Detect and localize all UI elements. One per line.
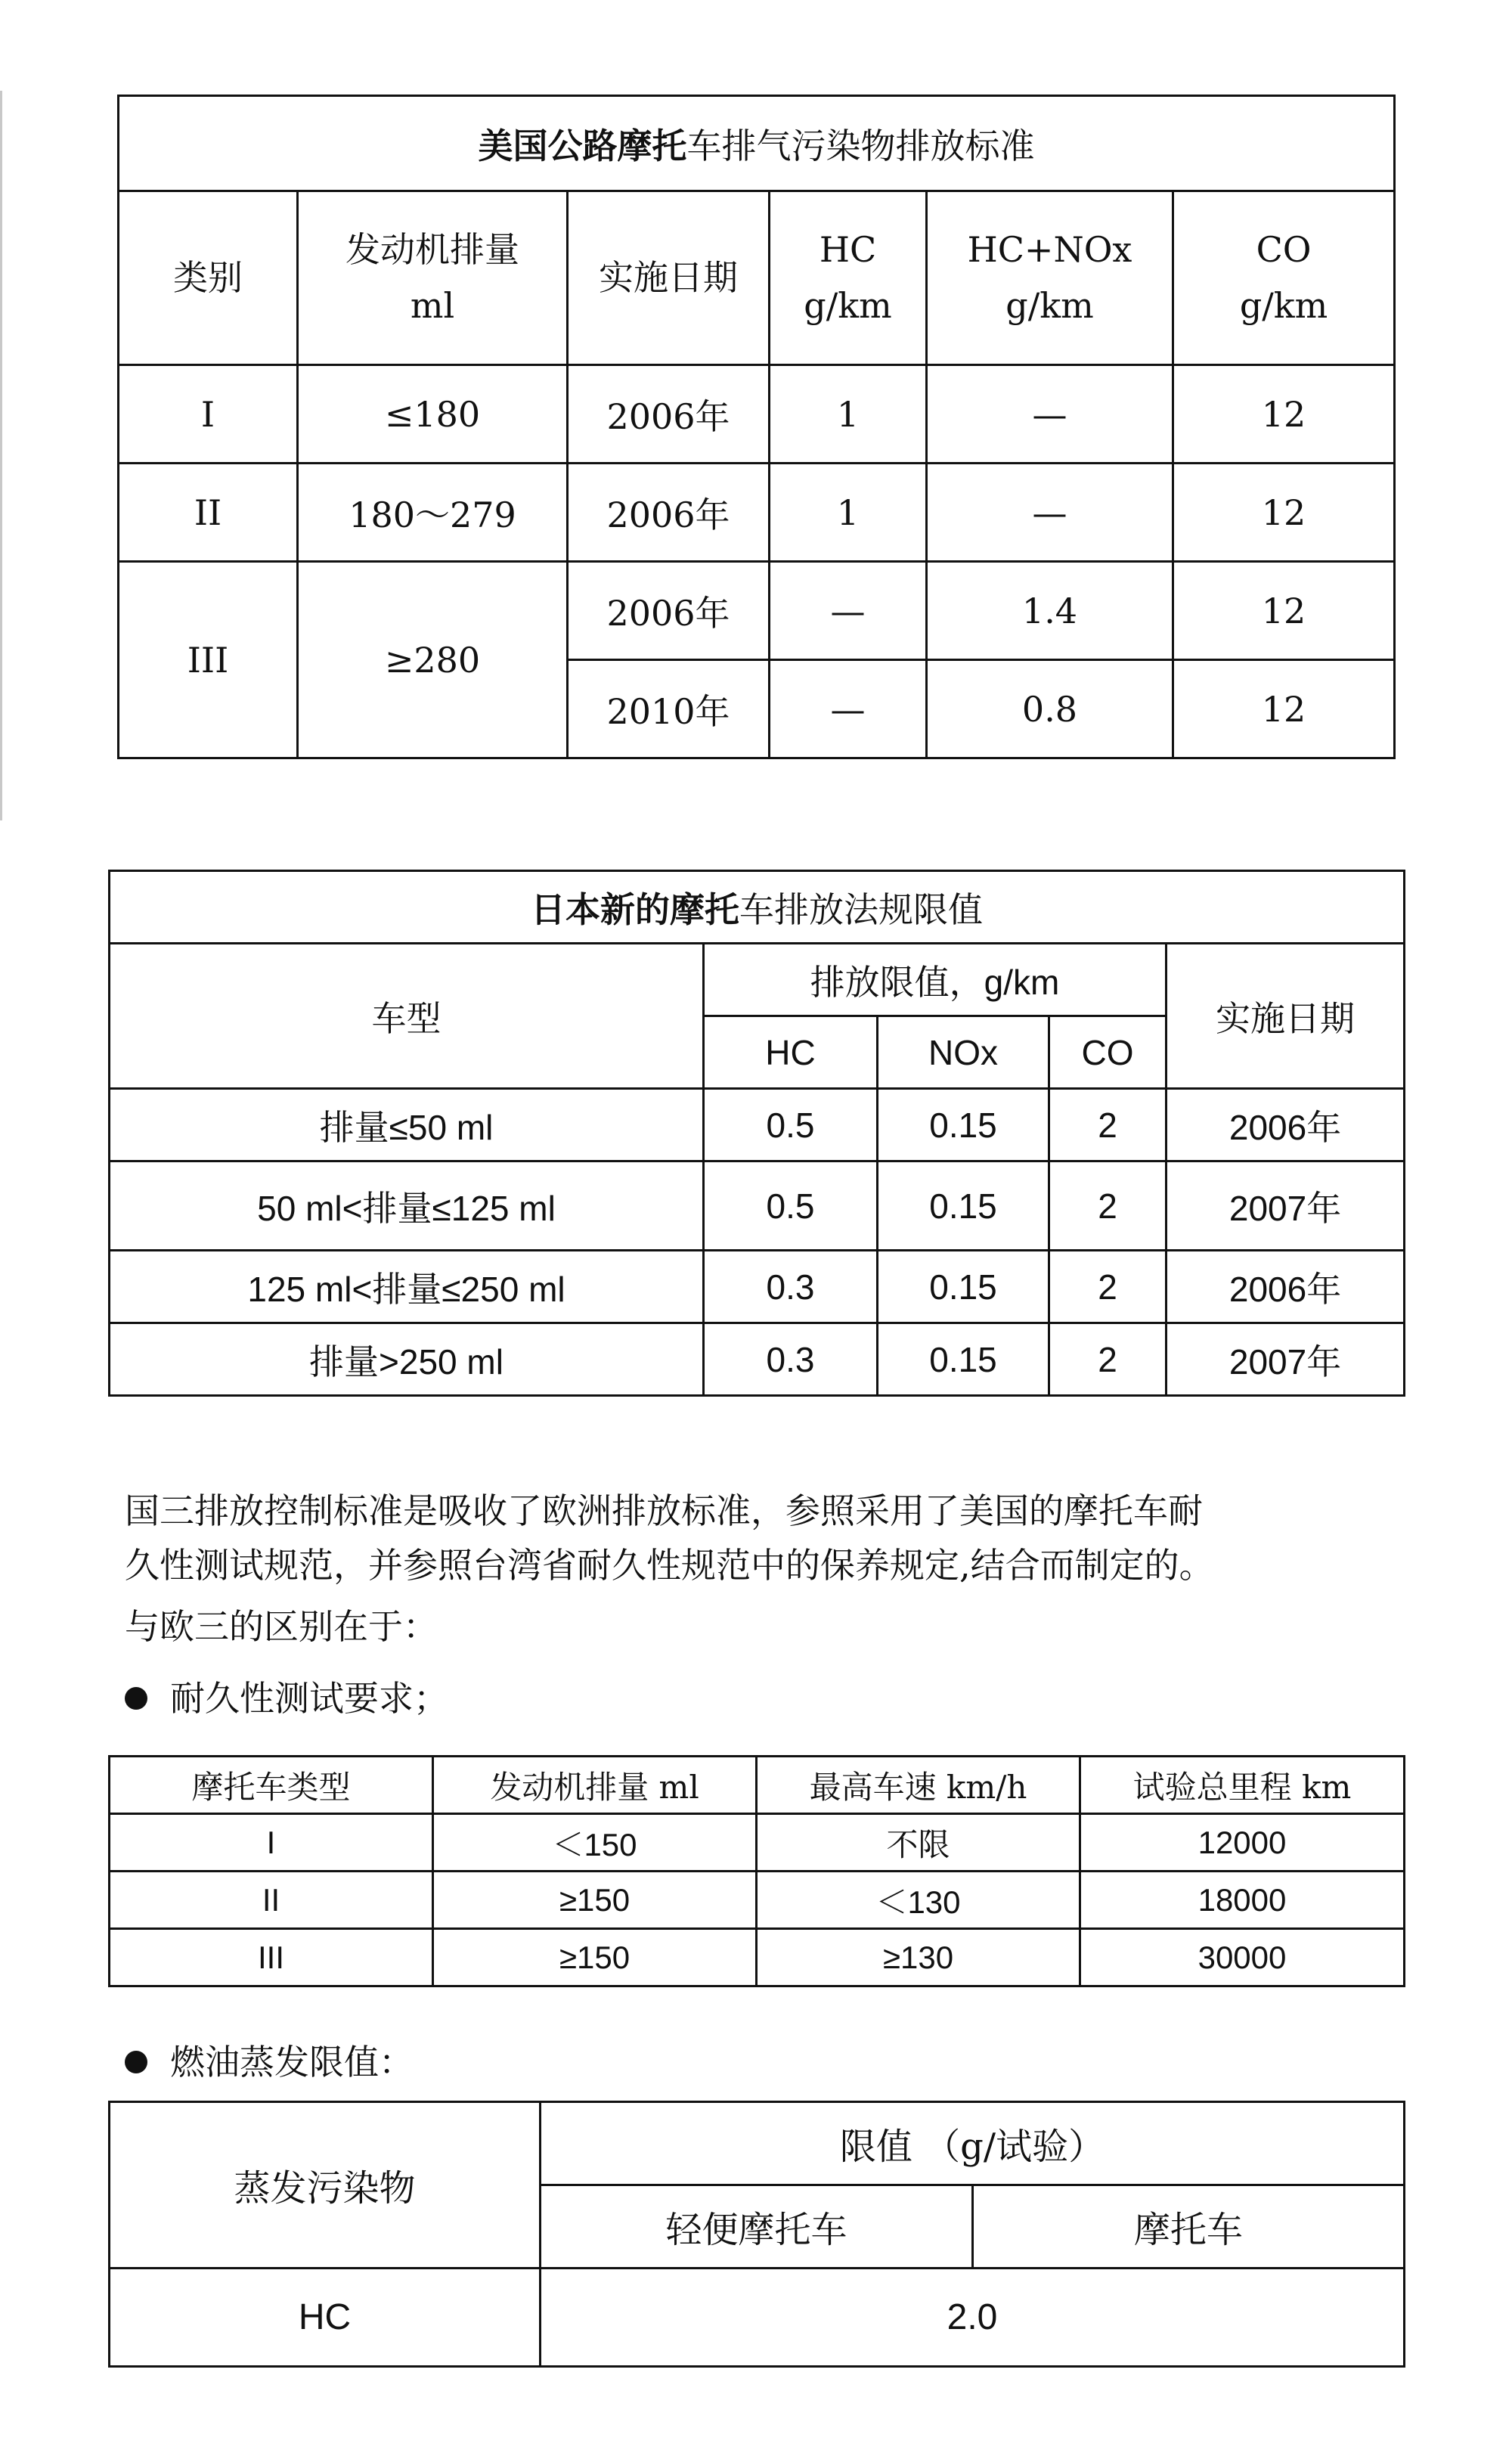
cell-nox: 0.15 [878,1089,1049,1161]
table-row [110,1251,1405,1323]
bullet-text: 耐久性测试要求； [170,1678,448,1719]
table-row [119,365,1395,464]
table-row [110,1323,1405,1396]
cell-date: 2010年 [568,660,770,758]
durability-table [108,1755,1405,1987]
cell-type: II [110,1872,433,1929]
cell-category: II [119,464,298,562]
cell-hc: 0.3 [704,1251,878,1323]
header-co: CO [1049,1016,1167,1089]
header-category: 类别 [119,191,298,365]
cell-hcnox: 0.8 [927,660,1173,758]
header-hc: HC [704,1016,878,1089]
cell-mileage: 12000 [1080,1814,1405,1872]
cell-category: I [119,365,298,464]
table-row [119,464,1395,562]
body-paragraph [125,1484,1410,1592]
bullet-dot-icon [125,1687,147,1710]
cell-displacement: 180～279 [298,464,568,562]
us-table-title-rest: 车排气污染物排放标准 [686,125,1035,166]
header-limit: 限值 （g/试验） [541,2102,1405,2185]
cell-speed: ＜130 [757,1872,1080,1929]
header-date: 实施日期 [1167,944,1405,1089]
cell-hc: 1 [770,464,927,562]
cell-speed: 不限 [757,1814,1080,1872]
paragraph-line: 国三排放控制标准是吸收了欧洲排放标准，参照采用了美国的摩托车耐 [125,1490,1203,1531]
paragraph-line: 久性测试规范，并参照台湾省耐久性规范中的保养规定,结合而制定的。 [125,1545,1214,1586]
cell-hc: — [770,660,927,758]
cell-mileage: 30000 [1080,1929,1405,1986]
header-moto: 摩托车 [973,2185,1405,2269]
cell-hcnox: — [927,365,1173,464]
cell-displacement: ≥150 [433,1929,757,1986]
jp-table-title-rest: 车排放法规限值 [739,889,984,929]
header-light-moto: 轻便摩托车 [541,2185,973,2269]
cell-hc: 0.5 [704,1089,878,1161]
jp-table-title [110,871,1405,944]
header-pollutant: 蒸发污染物 [110,2102,541,2269]
cell-hc: 1 [770,365,927,464]
cell-date: 2006年 [568,562,770,660]
header-co-line1: CO [1256,228,1312,270]
cell-type: III [110,1929,433,1986]
header-total-mileage: 试验总里程 km [1080,1757,1405,1814]
bullet-text: 燃油蒸发限值： [170,2042,414,2082]
bullet-evaporation [125,2039,414,2085]
cell-displacement: ≤180 [298,365,568,464]
cell-nox: 0.15 [878,1161,1049,1251]
cell-hc: — [770,562,927,660]
cell-limit-value: 2.0 [541,2269,1405,2367]
header-moto-type: 摩托车类型 [110,1757,433,1814]
cell-co: 2 [1049,1251,1167,1323]
cell-displacement: ＜150 [433,1814,757,1872]
cell-mileage: 18000 [1080,1872,1405,1929]
header-max-speed: 最高车速 km/h [757,1757,1080,1814]
cell-type: 125 ml<排量≤250 ml [110,1251,704,1323]
cell-pollutant: HC [110,2269,541,2367]
jp-table-title-bold: 日本新的摩托 [531,889,740,929]
cell-speed: ≥130 [757,1929,1080,1986]
cell-co: 2 [1049,1323,1167,1396]
cell-co: 2 [1049,1089,1167,1161]
table-row [110,1929,1405,1986]
header-nox: NOx [878,1016,1049,1089]
cell-co: 12 [1173,365,1395,464]
cell-type: I [110,1814,433,1872]
us-table-title-bold: 美国公路摩托 [478,125,687,166]
table-row [110,2269,1405,2367]
difference-intro: 与欧三的区别在于： [125,1606,438,1647]
header-hc [770,191,927,365]
jp-emission-table [108,870,1405,1397]
cell-hcnox: 1.4 [927,562,1173,660]
table-row [110,1814,1405,1872]
cell-hcnox: — [927,464,1173,562]
cell-displacement: ≥280 [298,562,568,758]
table-row [110,1872,1405,1929]
header-row [110,1757,1405,1814]
cell-nox: 0.15 [878,1251,1049,1323]
cell-co: 2 [1049,1161,1167,1251]
cell-date: 2006年 [1167,1089,1405,1161]
page-edge-mark [0,91,2,820]
header-row [110,2102,1405,2185]
cell-hc: 0.3 [704,1323,878,1396]
evaporation-table [108,2101,1405,2368]
header-displacement-line1: 发动机排量 [345,228,519,270]
header-date: 实施日期 [568,191,770,365]
cell-category: III [119,562,298,758]
us-emission-table [117,95,1396,759]
cell-date: 2006年 [568,365,770,464]
header-hcnox [927,191,1173,365]
header-row [119,191,1395,365]
cell-co: 12 [1173,660,1395,758]
cell-date: 2007年 [1167,1323,1405,1396]
cell-co: 12 [1173,464,1395,562]
header-co-line2: g/km [1239,284,1328,326]
cell-date: 2007年 [1167,1161,1405,1251]
cell-nox: 0.15 [878,1323,1049,1396]
bullet-dot-icon [125,2051,147,2073]
header-row [110,944,1405,1016]
bullet-durability [125,1676,448,1721]
header-vehicle-type: 车型 [110,944,704,1089]
header-hcnox-line1: HC+NOx [967,228,1132,270]
us-table-title [119,96,1395,191]
table-row [119,562,1395,660]
cell-date: 2006年 [1167,1251,1405,1323]
table-row [110,1089,1405,1161]
header-displacement [298,191,568,365]
header-hc-line2: g/km [804,284,892,326]
cell-date: 2006年 [568,464,770,562]
header-displacement-line2: ml [410,284,455,326]
header-limits: 排放限值，g/km [704,944,1167,1016]
table-row [110,1161,1405,1251]
header-hcnox-line2: g/km [1005,284,1094,326]
header-displacement: 发动机排量 ml [433,1757,757,1814]
table-title-row [110,871,1405,944]
header-hc-line1: HC [819,228,877,270]
cell-hc: 0.5 [704,1161,878,1251]
cell-type: 50 ml<排量≤125 ml [110,1161,704,1251]
table-title-row [119,96,1395,191]
cell-type: 排量≤50 ml [110,1089,704,1161]
cell-type: 排量>250 ml [110,1323,704,1396]
header-co [1173,191,1395,365]
cell-displacement: ≥150 [433,1872,757,1929]
cell-co: 12 [1173,562,1395,660]
